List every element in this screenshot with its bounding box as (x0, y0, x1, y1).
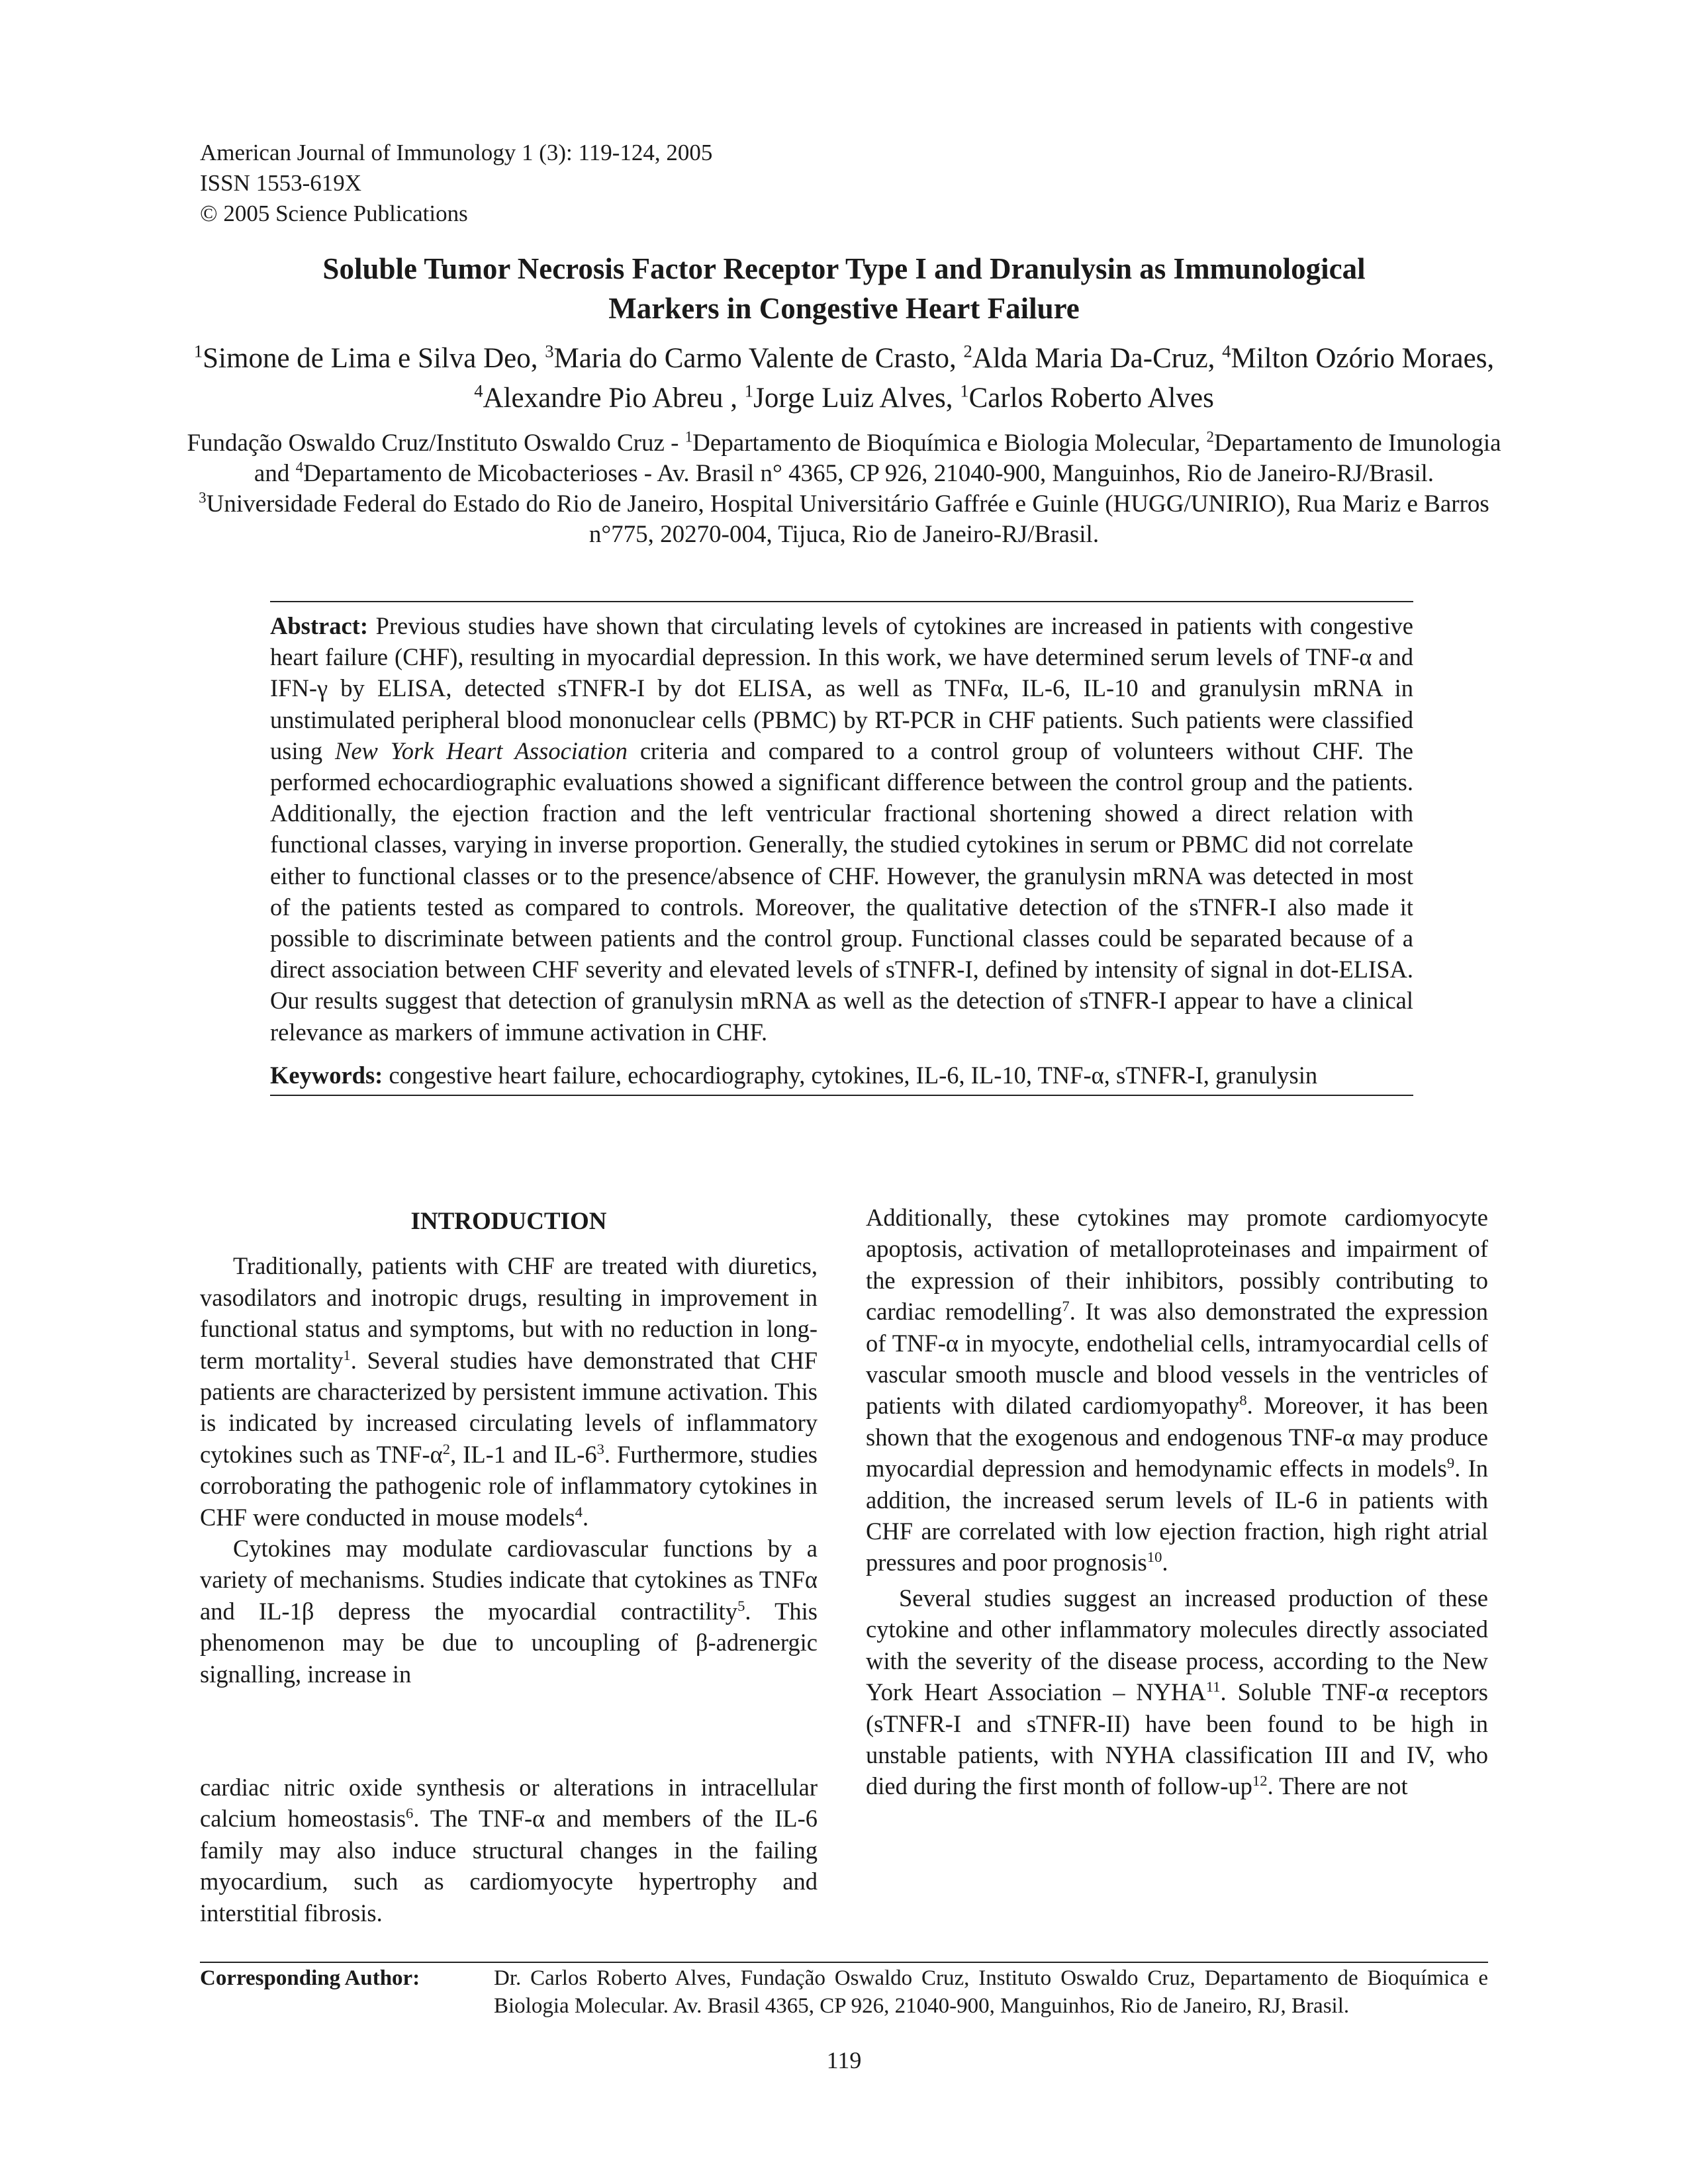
body-text: . (1162, 1549, 1168, 1576)
affiliation-text: Departamento de Micobacterioses - Av. Brasil n° 4365, CP 926, 21040-900, Manguinhos, Rio de Janeiro-RJ/Brasil. (303, 460, 1434, 487)
body-text: . This phenomenon may be due to uncoupling of β-adrenergic signalling, increase in (200, 1597, 818, 1688)
affiliation-mark: 2 (1206, 428, 1214, 445)
author (1222, 343, 1494, 374)
author-affiliation-mark: 1 (960, 381, 969, 401)
author-name: Milton Ozório Moraes, (1231, 343, 1495, 374)
author (545, 343, 963, 374)
author-affiliation-mark: 2 (963, 341, 972, 361)
body-column-right (866, 1202, 1488, 1802)
author (474, 383, 745, 414)
citation-mark: 3 (596, 1440, 604, 1457)
body-text: Several studies suggest an increased production of these cytokine and other inflammatory molecules directly associated with the severity of the disease process, according to the New York Heart Association – NYHA (866, 1584, 1488, 1706)
abstract-text: criteria and compared to a control group of volunteers without CHF. The performed echocardiographic evaluations showed a significant difference between the control group and the patients. Additionally, the ejection fraction and the left ventricular fractional shortening showed a direct relation with functional classes, varying in inverse proportion. Generally, the studied cytokines in serum or PBMC did not correlate either to functional classes or to the presence/absence of CHF. However, the granulysin mRNA was detected in most of the patients tested as compared to controls. Moreover, the qualitative detection of the sTNFR-I also made it possible to discriminate between patients and the control group. Functional classes could be separated because of a direct association between CHF severity and elevated levels of sTNFR-I, defined by intensity of signal in dot-ELISA. Our results suggest that detection of granulysin mRNA as well as the detection of sTNFR-I appear to have a clinical relevance as markers of immune activation in CHF. (270, 737, 1413, 1046)
citation-mark: 9 (1446, 1455, 1455, 1472)
citation-mark: 11 (1205, 1678, 1221, 1695)
abstract-italic-text: New York Heart Association (334, 737, 628, 764)
body-paragraph (200, 1250, 818, 1533)
citation-mark: 5 (737, 1597, 745, 1614)
body-text: . Several studies have demonstrated that CHF patients are characterized by persistent immune activation. This is indicated by increased circulating levels of inflammatory cytokines such as TNF-α (200, 1346, 818, 1468)
citation-mark: 2 (442, 1440, 451, 1457)
abstract-label: Abstract: (270, 612, 368, 639)
citation-mark: 8 (1239, 1392, 1247, 1409)
author-affiliation-mark: 4 (474, 381, 483, 401)
keywords-label: Keywords: (270, 1061, 383, 1089)
body-text: cardiac nitric oxide synthesis or alterations in intracellular calcium homeostasis (200, 1774, 818, 1833)
affiliation-text: Fundação Oswaldo Cruz/Instituto Oswaldo Cruz - (187, 430, 685, 457)
body-text: . Moreover, it has been shown that the exogenous and endogenous TNF-α may produce myocardial depression and hemodynamic effects in models (866, 1392, 1489, 1482)
citation-mark: 4 (575, 1503, 583, 1520)
author (194, 343, 545, 374)
page-number: 119 (826, 2047, 862, 2073)
citation-mark: 1 (343, 1346, 351, 1363)
body-text: . (582, 1503, 589, 1531)
affiliation-text: Departamento de Imunologia and (254, 430, 1501, 487)
citation-mark: 6 (406, 1805, 414, 1822)
author-affiliation-mark: 1 (744, 381, 754, 401)
body-paragraph (200, 1533, 818, 1690)
author (964, 343, 1223, 374)
paper-title-line-2: Markers in Congestive Heart Failure (608, 292, 1080, 325)
keywords-text: congestive heart failure, echocardiography, cytokines, IL-6, IL-10, TNF-α, sTNFR-I, granulysin (383, 1061, 1318, 1089)
journal-issn: ISSN 1553-619X (200, 170, 362, 196)
affiliation-mark: 1 (684, 428, 693, 445)
body-text: . Furthermore, studies corroborating the pathogenic role of inflammatory cytokines in CHF were conducted in mouse models (200, 1440, 818, 1531)
author-name: Maria do Carmo Valente de Crasto, (553, 343, 964, 374)
affiliation-mark: 3 (199, 489, 207, 506)
body-column-left-top (200, 1206, 818, 1690)
abstract-section (270, 601, 1413, 1096)
citation-mark: 10 (1147, 1549, 1162, 1566)
section-heading-introduction: INTRODUCTION (410, 1208, 607, 1235)
body-text: . There are not (1267, 1772, 1408, 1800)
author (745, 383, 960, 414)
body-text: Additionally, these cytokines may promote cardiomyocyte apoptosis, activation of metalloproteinases and impairment of the expression of their inhibitors, possibly contributing to cardiac remodelling (866, 1204, 1488, 1326)
abstract-paragraph (270, 610, 1413, 1048)
journal-copyright: © 2005 Science Publications (200, 201, 468, 226)
citation-mark: 12 (1252, 1772, 1268, 1790)
corresponding-author-text: Dr. Carlos Roberto Alves, Fundação Oswaldo Cruz, Instituto Oswaldo Cruz, Departamento de Bioquímica e Biologia Molecular. Av. Brasil 4365, CP 926, 21040-900, Manguinhos, Rio de Janeiro, RJ, Brasil. (494, 1966, 1488, 2018)
paper-title-line-1: Soluble Tumor Necrosis Factor Receptor Type I and Dranulysin as Immunological (322, 252, 1366, 285)
author-affiliation-mark: 3 (545, 341, 554, 361)
affiliation-text: Departamento de Bioquímica e Biologia Molecular, (692, 430, 1201, 457)
author-name: Alda Maria Da-Cruz, (972, 343, 1223, 374)
body-paragraph (866, 1582, 1488, 1802)
author (960, 383, 1214, 414)
journal-header (200, 138, 712, 229)
corresponding-author-label: Corresponding Author: (200, 1966, 420, 1990)
paper-title (172, 249, 1516, 328)
body-text: . The TNF-α and members of the IL-6 family may also induce structural changes in the failing myocardium, such as cardiomyocyte hypertrophy and interstitial fibrosis. (200, 1805, 818, 1927)
citation-mark: 7 (1062, 1298, 1070, 1315)
author-name: Simone de Lima e Silva Deo, (203, 343, 545, 374)
journal-citation: American Journal of Immunology 1 (3): 119-124, 2005 (200, 140, 713, 165)
author-affiliation-mark: 1 (193, 341, 203, 361)
body-text: Cytokines may modulate cardiovascular functions by a variety of mechanisms. Studies indicate that cytokines as TNFα and IL-1β depress the myocardial contractility (200, 1535, 818, 1625)
affiliation-text: Universidade Federal do Estado do Rio de Janeiro, Hospital Universitário Gaffrée e Guinle (HUGG/UNIRIO), Rua Mariz e Barros n°775, 20270-004, Tijuca, Rio de Janeiro-RJ/Brasil. (206, 490, 1489, 548)
author-name: Jorge Luiz Alves, (753, 383, 961, 414)
footer-divider (200, 1962, 1488, 1963)
body-text: . Soluble TNF-α receptors (sTNFR-I and sTNFR-II) have been found to be high in unstable patients, with NYHA classification III and IV, who died during the first month of follow-up (866, 1678, 1488, 1800)
keywords-paragraph (270, 1060, 1413, 1091)
author-name: Alexandre Pio Abreu , (483, 383, 745, 414)
affiliation-mark: 4 (295, 459, 304, 476)
body-column-left-bottom (200, 1772, 818, 1929)
body-text: , IL-1 and IL-6 (450, 1440, 597, 1468)
author-name: Carlos Roberto Alves (968, 383, 1214, 414)
affiliations (172, 428, 1516, 550)
author-affiliation-mark: 4 (1222, 341, 1231, 361)
author-list (172, 339, 1516, 418)
body-paragraph (866, 1202, 1488, 1578)
body-text: Traditionally, patients with CHF are treated with diuretics, vasodilators and inotropic drugs, resulting in improvement in functional status and symptoms, but with no reduction in long-term mortality (200, 1252, 818, 1374)
body-paragraph (200, 1772, 818, 1929)
body-text: . In addition, the increased serum levels of IL-6 in patients with CHF are correlated with low ejection fraction, high right atrial pressures and poor prognosis (866, 1455, 1488, 1576)
affiliation-block-2 (172, 489, 1516, 550)
abstract-text: Previous studies have shown that circulating levels of cytokines are increased in patients with congestive heart failure (CHF), resulting in myocardial depression. In this work, we have determined serum levels of TNF-α and IFN-γ by ELISA, detected sTNFR-I by dot ELISA, as well as TNFα, IL-6, IL-10 and granulysin mRNA in unstimulated peripheral blood mononuclear cells (PBMC) by RT-PCR in CHF patients. Such patients were classified using (270, 612, 1413, 764)
affiliation-block-1 (172, 428, 1516, 489)
body-text: . It was also demonstrated the expression of TNF-α in myocyte, endothelial cells, intramyocardial cells of vascular smooth muscle and blood vessels in the ventricles of patients with dilated cardiomyopathy (866, 1298, 1489, 1420)
